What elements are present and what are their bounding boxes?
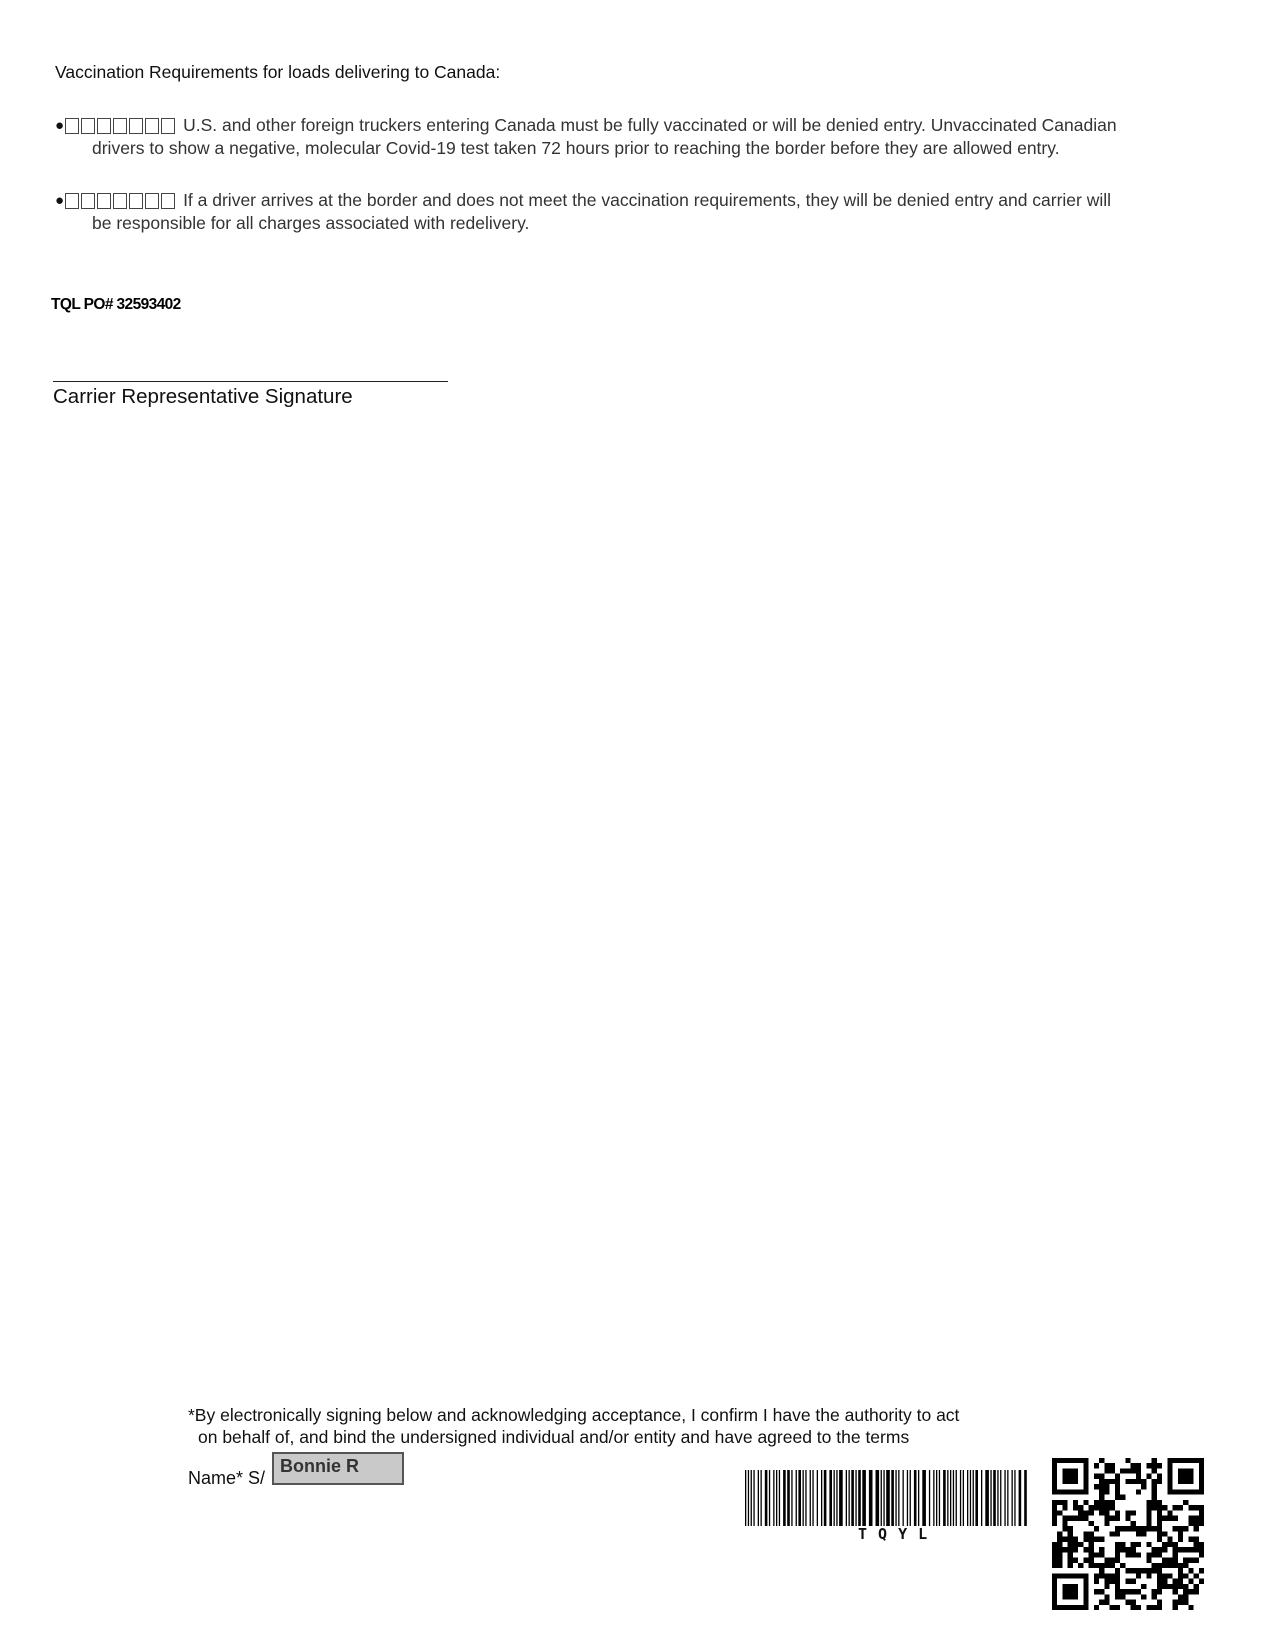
acceptance-text-continued: on behalf of, and bind the undersigned individual and/or entity and have agreed to the terms bbox=[198, 1427, 910, 1447]
qr-code bbox=[1052, 1458, 1204, 1610]
bullet-item bbox=[55, 115, 1117, 136]
bullet-icon: ● bbox=[55, 192, 65, 209]
po-number: TQL PO# 32593402 bbox=[51, 296, 181, 313]
signature-line bbox=[53, 381, 448, 382]
missing-glyph-boxes bbox=[65, 193, 175, 209]
signature-label: Carrier Representative Signature bbox=[53, 385, 353, 408]
bullet-item bbox=[55, 190, 1111, 211]
acceptance-text: *By electronically signing below and acknowledging acceptance, I confirm I have the authority to act bbox=[188, 1405, 960, 1425]
bullet-text: U.S. and other foreign truckers entering Canada must be fully vaccinated or will be denied entry. Unvaccinated Canadian bbox=[183, 115, 1117, 135]
missing-glyph-boxes bbox=[65, 118, 175, 134]
barcode bbox=[745, 1470, 1030, 1526]
barcode-text: T Q Y L bbox=[858, 1525, 929, 1543]
vaccination-heading: Vaccination Requirements for loads delivering to Canada: bbox=[55, 62, 501, 82]
bullet-text: If a driver arrives at the border and does not meet the vaccination requirements, they will be denied entry and carrier will bbox=[183, 190, 1112, 210]
bullet-text-continued: be responsible for all charges associated with redelivery. bbox=[92, 213, 530, 233]
bullet-text-continued: drivers to show a negative, molecular Covid-19 test taken 72 hours prior to reaching the border before they are allowed entry. bbox=[92, 138, 1060, 158]
name-label: Name* S/ bbox=[188, 1468, 266, 1488]
bullet-icon: ● bbox=[55, 117, 65, 134]
name-field[interactable]: Bonnie R bbox=[272, 1452, 404, 1485]
